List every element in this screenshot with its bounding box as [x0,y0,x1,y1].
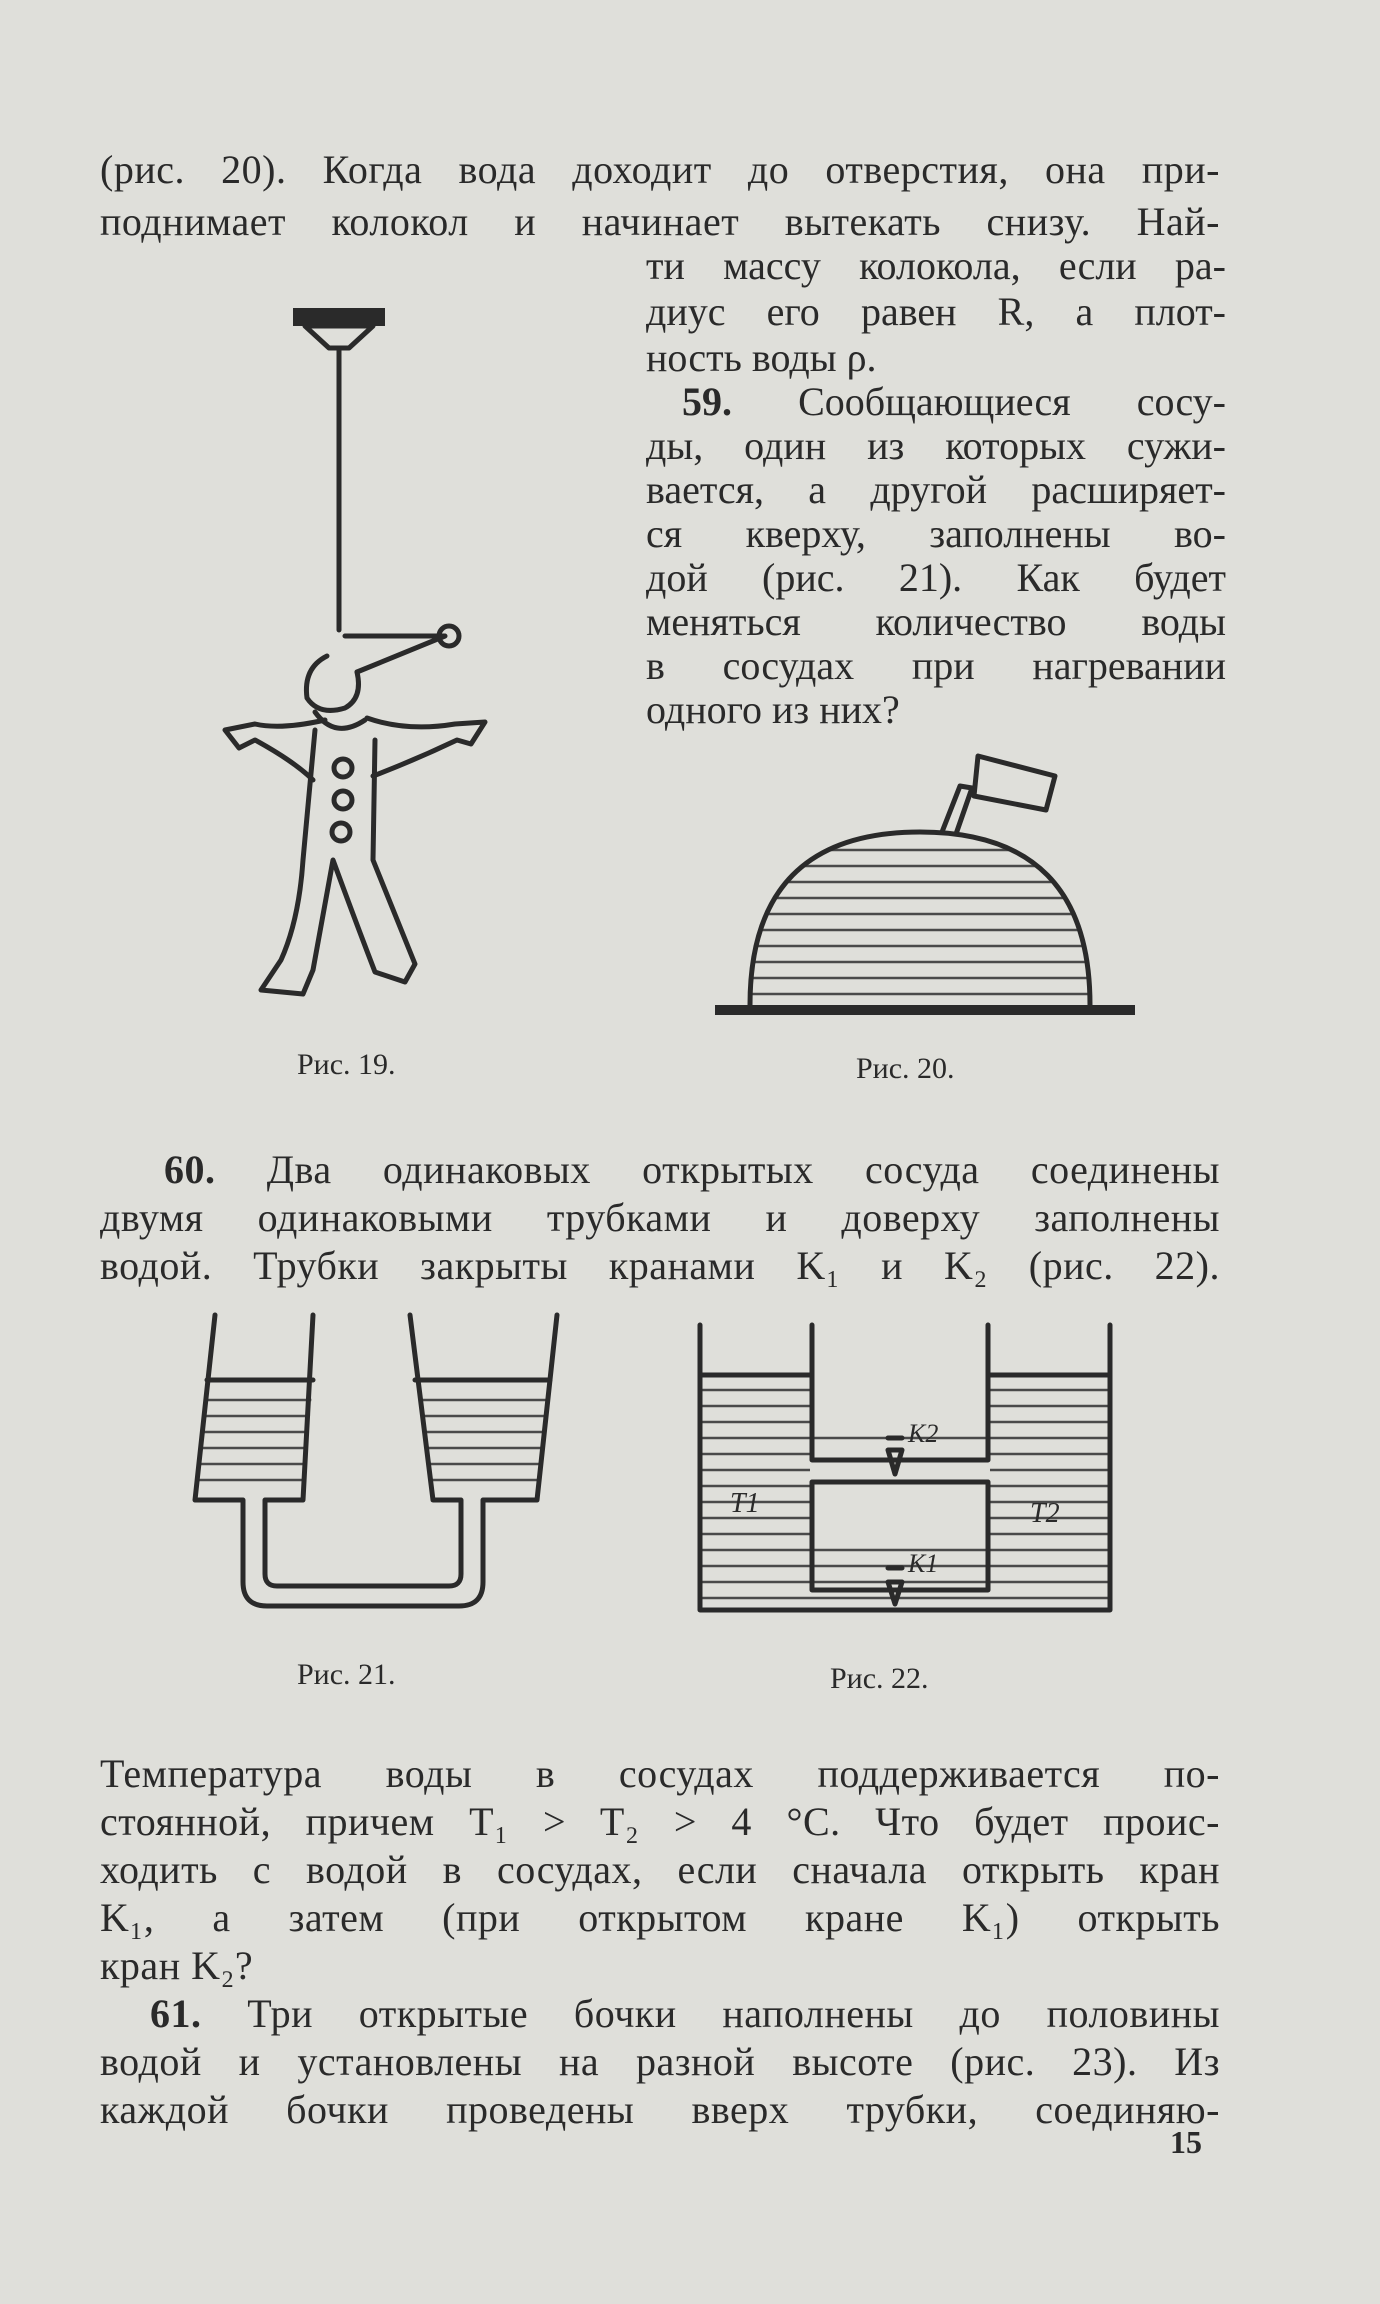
clown-button [334,759,352,777]
figure-20-bell [710,740,1140,1020]
clown-button [332,823,350,841]
clown-face [306,656,358,710]
text-line: (рис. 20). Когда вода доходит до отверстия, она при- [100,147,1220,192]
rod-base [293,308,385,326]
problem-61-first-line [100,1992,1220,2036]
base-plate [715,1005,1135,1015]
label-t2: T2 [1030,1498,1060,1529]
problem-number: 60. [164,1147,216,1192]
problem-number: 61. [150,1991,202,2036]
text-line: ти массу колокола, если ра- [646,243,1226,288]
middle-gap [812,1482,988,1534]
text-line: диус его равен R, а плот- [646,289,1226,334]
text-line: двумя одинаковыми трубками и доверху заполнены [100,1195,1220,1240]
figure-21-vessels [185,1310,565,1640]
caption-fig20: Рис. 20. [856,1052,955,1085]
figure-22-vessels [690,1320,1120,1620]
text-line: K₁, а затем (при открытом кране K₁) открыть [100,1895,1220,1940]
text-line: меняться количество воды [646,599,1226,644]
text-line: каждой бочки проведены вверх трубки, соединяю- [100,2087,1220,2132]
rod-holder [305,326,373,348]
problem-59-first-line [646,380,1226,424]
text-span: Три открытые бочки наполнены до половины [247,1991,1221,2036]
pouring-vessel [974,756,1055,810]
text-line: ность воды ρ. [646,335,877,380]
text-line: водой. Трубки закрыты кранами K₁ и K₂ (рис. 22). [100,1243,1220,1288]
text-line: дой (рис. 21). Как будет [646,555,1226,600]
label-k1: K1 [908,1549,939,1578]
text-line: ся кверху, заполнены во- [646,511,1226,556]
text-line: поднимает колокол и начинает вытекать снизу. Най- [100,199,1220,244]
text-line: ходить с водой в сосудах, если сначала открыть кран [100,1847,1220,1892]
page-number: 15 [1170,2124,1202,2160]
text-line: в сосудах при нагревании [646,643,1226,688]
clown-button [334,791,352,809]
right-vessel-water [415,1400,555,1480]
text-line: водой и установлены на разной высоте (рис. 23). Из [100,2039,1220,2084]
text-line: Температура воды в сосудах поддерживается по- [100,1751,1220,1796]
caption-fig19: Рис. 19. [297,1048,396,1081]
caption-fig22: Рис. 22. [830,1662,929,1695]
text-line: одного из них? [646,687,900,732]
text-span: Сообщающиеся сосу- [798,379,1226,424]
inflow-stream [942,786,972,834]
problem-60-first-line [100,1148,1220,1192]
tap-k1 [888,1582,902,1604]
caption-fig21: Рис. 21. [297,1658,396,1691]
text-line: стоянной, причем T₁ > T₂ > 4 °С. Что будет проис- [100,1799,1220,1844]
bell-water [750,850,1090,994]
figure-19-clown [195,300,555,1020]
text-line: кран K₂? [100,1943,254,1988]
vessels-outer-wall [195,1315,557,1606]
vessels-inner-wall [265,1315,461,1586]
text-line: ды, один из которых сужи- [646,423,1226,468]
text-span: Два одинаковых открытых сосуда соединены [266,1147,1220,1192]
clown-hat [345,636,445,672]
label-k2: K2 [908,1419,939,1448]
clown-right-arm [367,718,485,776]
problem-number: 59. [682,379,732,424]
label-t1: T1 [730,1488,760,1519]
text-line: вается, а другой расширяет- [646,467,1226,512]
